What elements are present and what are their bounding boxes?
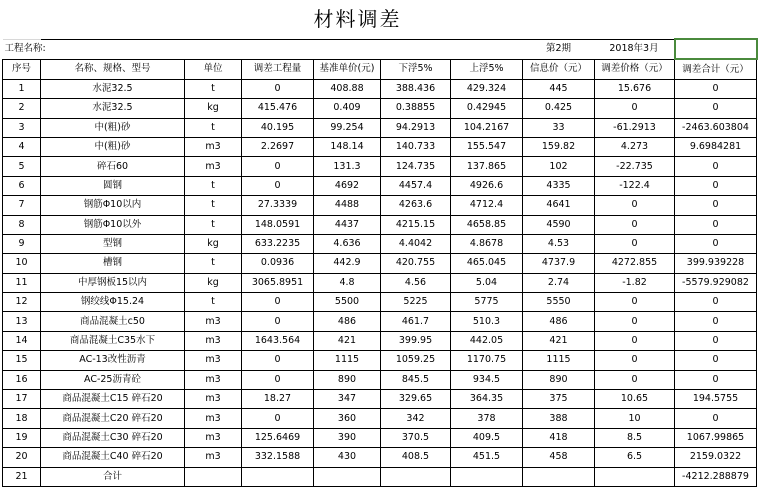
material-name-cell[interactable]: 碎石60 [41, 157, 185, 176]
adjust-price-cell[interactable]: 4.273 [595, 137, 675, 156]
header-up-5[interactable]: 上浮5% [451, 59, 523, 79]
cell[interactable] [675, 0, 757, 39]
material-name-cell[interactable]: 商品混凝土c50 [41, 312, 185, 331]
quantity-cell[interactable]: 0 [242, 351, 314, 370]
header-info-price[interactable]: 信息价（元） [523, 59, 595, 79]
info-price-cell[interactable]: 0.425 [523, 99, 595, 118]
table-row [3, 196, 757, 215]
up-5-cell[interactable]: 409.5 [451, 428, 523, 447]
unit-cell[interactable]: m3 [185, 157, 242, 176]
material-name-cell[interactable]: 水泥32.5 [41, 79, 185, 98]
table-row [3, 312, 757, 331]
up-5-cell[interactable]: 429.324 [451, 79, 523, 98]
down-5-cell[interactable]: 4.56 [381, 273, 451, 292]
row-index-cell[interactable]: 6 [3, 176, 41, 195]
down-5-cell[interactable]: 408.5 [381, 448, 451, 467]
down-5-cell[interactable]: 4263.6 [381, 196, 451, 215]
quantity-cell[interactable]: 40.195 [242, 118, 314, 137]
material-name-cell[interactable]: 商品混凝土C40 碎石20 [41, 448, 185, 467]
adjust-total-cell[interactable]: 0 [675, 293, 757, 312]
up-5-cell[interactable]: 451.5 [451, 448, 523, 467]
table-row [3, 331, 757, 350]
adjust-price-cell[interactable]: 0 [595, 370, 675, 389]
quantity-cell[interactable]: 18.27 [242, 390, 314, 409]
sheet-title[interactable]: 材料调差 [41, 0, 675, 39]
info-price-cell[interactable]: 388 [523, 409, 595, 428]
cell[interactable] [3, 0, 41, 39]
base-price-cell[interactable]: 99.254 [314, 118, 381, 137]
base-price-cell[interactable]: 148.14 [314, 137, 381, 156]
up-5-cell[interactable]: 4658.85 [451, 215, 523, 234]
cell[interactable] [381, 467, 451, 486]
quantity-cell[interactable]: 1643.564 [242, 331, 314, 350]
material-name-cell[interactable]: 商品混凝土C30 碎石20 [41, 428, 185, 447]
up-5-cell[interactable]: 155.547 [451, 137, 523, 156]
info-price-cell[interactable]: 375 [523, 390, 595, 409]
adjust-price-cell[interactable]: 0 [595, 293, 675, 312]
adjust-price-cell[interactable]: 4272.855 [595, 254, 675, 273]
row-index-cell[interactable]: 8 [3, 215, 41, 234]
adjust-price-cell[interactable]: 10.65 [595, 390, 675, 409]
up-5-cell[interactable]: 0.42945 [451, 99, 523, 118]
material-name-cell[interactable]: 槽钢 [41, 254, 185, 273]
up-5-cell[interactable]: 510.3 [451, 312, 523, 331]
unit-cell[interactable]: kg [185, 273, 242, 292]
unit-cell[interactable]: t [185, 196, 242, 215]
base-price-cell[interactable]: 4.8 [314, 273, 381, 292]
adjust-total-cell[interactable]: 0 [675, 215, 757, 234]
unit-cell[interactable]: t [185, 293, 242, 312]
table-row [3, 409, 757, 428]
cell[interactable] [314, 467, 381, 486]
info-price-cell[interactable]: 159.82 [523, 137, 595, 156]
table-row [3, 448, 757, 467]
info-price-cell[interactable]: 4641 [523, 196, 595, 215]
quantity-cell[interactable]: 3065.8951 [242, 273, 314, 292]
table-row [3, 137, 757, 156]
unit-cell[interactable]: m3 [185, 312, 242, 331]
cell[interactable] [185, 39, 242, 59]
row-index-cell[interactable]: 18 [3, 409, 41, 428]
adjust-price-cell[interactable]: 0 [595, 99, 675, 118]
adjust-total-cell[interactable]: 2159.0322 [675, 448, 757, 467]
table-row [3, 370, 757, 389]
up-5-cell[interactable]: 104.2167 [451, 118, 523, 137]
row-index-cell[interactable]: 11 [3, 273, 41, 292]
row-index-cell[interactable]: 3 [3, 118, 41, 137]
table-row [3, 273, 757, 292]
adjust-total-cell[interactable]: 0 [675, 99, 757, 118]
table-row [3, 254, 757, 273]
total-row [3, 467, 757, 486]
unit-cell[interactable]: m3 [185, 137, 242, 156]
down-5-cell[interactable]: 4215.15 [381, 215, 451, 234]
base-price-cell[interactable]: 4437 [314, 215, 381, 234]
cell[interactable] [451, 39, 523, 59]
info-price-cell[interactable]: 486 [523, 312, 595, 331]
unit-cell[interactable]: kg [185, 99, 242, 118]
quantity-cell[interactable]: 0.0936 [242, 254, 314, 273]
total-label-cell[interactable]: 合计 [41, 467, 185, 486]
adjust-total-cell[interactable]: 0 [675, 79, 757, 98]
adjust-total-cell[interactable]: 0 [675, 196, 757, 215]
base-price-cell[interactable]: 4.636 [314, 234, 381, 253]
material-name-cell[interactable]: 钢筋Φ10以外 [41, 215, 185, 234]
quantity-cell[interactable]: 0 [242, 157, 314, 176]
date-cell[interactable]: 2018年3月 [595, 39, 675, 59]
adjust-price-cell[interactable]: 6.5 [595, 448, 675, 467]
adjust-total-cell[interactable]: 0 [675, 351, 757, 370]
base-price-cell[interactable]: 408.88 [314, 79, 381, 98]
info-price-cell[interactable]: 418 [523, 428, 595, 447]
quantity-cell[interactable]: 0 [242, 409, 314, 428]
adjust-total-cell[interactable]: 0 [675, 176, 757, 195]
info-price-cell[interactable]: 4590 [523, 215, 595, 234]
row-index-cell[interactable]: 19 [3, 428, 41, 447]
up-5-cell[interactable]: 5.04 [451, 273, 523, 292]
base-price-cell[interactable]: 360 [314, 409, 381, 428]
quantity-cell[interactable]: 332.1588 [242, 448, 314, 467]
material-name-cell[interactable]: 商品混凝土C15 碎石20 [41, 390, 185, 409]
down-5-cell[interactable]: 4.4042 [381, 234, 451, 253]
cell[interactable] [381, 39, 451, 59]
quantity-cell[interactable]: 0 [242, 79, 314, 98]
adjust-price-cell[interactable]: -122.4 [595, 176, 675, 195]
adjust-price-cell[interactable]: 0 [595, 331, 675, 350]
row-index-cell[interactable]: 16 [3, 370, 41, 389]
total-index-cell[interactable]: 21 [3, 467, 41, 486]
info-price-cell[interactable]: 445 [523, 79, 595, 98]
down-5-cell[interactable]: 94.2913 [381, 118, 451, 137]
adjust-price-cell[interactable]: -1.82 [595, 273, 675, 292]
material-name-cell[interactable]: 钢绞线Φ15.24 [41, 293, 185, 312]
adjust-price-cell[interactable]: 0 [595, 196, 675, 215]
unit-cell[interactable]: m3 [185, 390, 242, 409]
material-name-cell[interactable]: 中(粗)砂 [41, 118, 185, 137]
adjust-total-cell[interactable]: 194.5755 [675, 390, 757, 409]
unit-cell[interactable]: m3 [185, 370, 242, 389]
info-price-cell[interactable]: 458 [523, 448, 595, 467]
cell[interactable] [595, 467, 675, 486]
material-name-cell[interactable]: 圆钢 [41, 176, 185, 195]
quantity-cell[interactable]: 27.3339 [242, 196, 314, 215]
quantity-cell[interactable]: 148.0591 [242, 215, 314, 234]
material-name-cell[interactable]: 型钢 [41, 234, 185, 253]
material-name-cell[interactable]: 商品混凝土C35水下 [41, 331, 185, 350]
cell[interactable] [185, 467, 242, 486]
row-index-cell[interactable]: 2 [3, 99, 41, 118]
material-name-cell[interactable]: 商品混凝土C20 碎石20 [41, 409, 185, 428]
row-index-cell[interactable]: 9 [3, 234, 41, 253]
down-5-cell[interactable]: 388.436 [381, 79, 451, 98]
down-5-cell[interactable]: 461.7 [381, 312, 451, 331]
quantity-cell[interactable]: 415.476 [242, 99, 314, 118]
table-row [3, 118, 757, 137]
adjust-total-cell[interactable]: 0 [675, 312, 757, 331]
base-price-cell[interactable]: 5500 [314, 293, 381, 312]
row-index-cell[interactable]: 7 [3, 196, 41, 215]
cell[interactable] [242, 467, 314, 486]
base-price-cell[interactable]: 390 [314, 428, 381, 447]
row-index-cell[interactable]: 17 [3, 390, 41, 409]
cell[interactable] [523, 467, 595, 486]
info-price-cell[interactable]: 421 [523, 331, 595, 350]
down-5-cell[interactable]: 0.38855 [381, 99, 451, 118]
quantity-cell[interactable]: 0 [242, 370, 314, 389]
row-index-cell[interactable]: 14 [3, 331, 41, 350]
table-row [3, 390, 757, 409]
info-price-cell[interactable]: 1115 [523, 351, 595, 370]
base-price-cell[interactable]: 0.409 [314, 99, 381, 118]
table-row [3, 176, 757, 195]
base-price-cell[interactable]: 430 [314, 448, 381, 467]
unit-cell[interactable]: t [185, 215, 242, 234]
material-name-cell[interactable]: 中厚钢板15以内 [41, 273, 185, 292]
header-unit[interactable]: 单位 [185, 59, 242, 79]
table-row [3, 157, 757, 176]
base-price-cell[interactable]: 131.3 [314, 157, 381, 176]
header-row [3, 59, 757, 79]
info-price-cell[interactable]: 33 [523, 118, 595, 137]
material-name-cell[interactable]: 中(粗)砂 [41, 137, 185, 156]
info-price-cell[interactable]: 4335 [523, 176, 595, 195]
total-value-cell[interactable]: -4212.288879 [675, 467, 757, 486]
row-index-cell[interactable]: 20 [3, 448, 41, 467]
row-index-cell[interactable]: 12 [3, 293, 41, 312]
unit-cell[interactable]: m3 [185, 409, 242, 428]
base-price-cell[interactable]: 890 [314, 370, 381, 389]
row-index-cell[interactable]: 1 [3, 79, 41, 98]
base-price-cell[interactable]: 4692 [314, 176, 381, 195]
table-row [3, 234, 757, 253]
adjust-price-cell[interactable]: 0 [595, 215, 675, 234]
up-5-cell[interactable]: 465.045 [451, 254, 523, 273]
adjust-price-cell[interactable]: 8.5 [595, 428, 675, 447]
adjust-price-cell[interactable]: 10 [595, 409, 675, 428]
base-price-cell[interactable]: 442.9 [314, 254, 381, 273]
up-5-cell[interactable]: 1170.75 [451, 351, 523, 370]
table-row [3, 215, 757, 234]
adjust-total-cell[interactable]: 9.6984281 [675, 137, 757, 156]
adjust-price-cell[interactable]: 0 [595, 312, 675, 331]
down-5-cell[interactable]: 140.733 [381, 137, 451, 156]
unit-cell[interactable]: t [185, 176, 242, 195]
unit-cell[interactable]: m3 [185, 428, 242, 447]
adjust-price-cell[interactable]: 0 [595, 234, 675, 253]
table-row [3, 79, 757, 98]
down-5-cell[interactable]: 845.5 [381, 370, 451, 389]
table-row [3, 293, 757, 312]
base-price-cell[interactable]: 347 [314, 390, 381, 409]
header-adjust-total[interactable]: 调差合计（元） [675, 59, 757, 79]
unit-cell[interactable]: t [185, 118, 242, 137]
down-5-cell[interactable]: 1059.25 [381, 351, 451, 370]
base-price-cell[interactable]: 421 [314, 331, 381, 350]
adjust-total-cell[interactable]: 0 [675, 157, 757, 176]
unit-cell[interactable]: t [185, 254, 242, 273]
up-5-cell[interactable]: 137.865 [451, 157, 523, 176]
period-cell[interactable]: 第2期 [523, 39, 595, 59]
cell[interactable] [242, 39, 314, 59]
quantity-cell[interactable]: 125.6469 [242, 428, 314, 447]
adjust-total-cell[interactable]: -2463.603804 [675, 118, 757, 137]
table-row [3, 99, 757, 118]
up-5-cell[interactable]: 4712.4 [451, 196, 523, 215]
adjust-price-cell[interactable]: -22.735 [595, 157, 675, 176]
quantity-cell[interactable]: 633.2235 [242, 234, 314, 253]
unit-cell[interactable]: m3 [185, 351, 242, 370]
up-5-cell[interactable]: 378 [451, 409, 523, 428]
down-5-cell[interactable]: 399.95 [381, 331, 451, 350]
material-name-cell[interactable]: 钢筋Φ10以内 [41, 196, 185, 215]
adjust-total-cell[interactable]: 0 [675, 331, 757, 350]
table-row [3, 351, 757, 370]
unit-cell[interactable]: t [185, 79, 242, 98]
up-5-cell[interactable]: 934.5 [451, 370, 523, 389]
header-base-price[interactable]: 基准单价(元) [314, 59, 381, 79]
info-price-cell[interactable]: 4737.9 [523, 254, 595, 273]
up-5-cell[interactable]: 364.35 [451, 390, 523, 409]
down-5-cell[interactable]: 4457.4 [381, 176, 451, 195]
title-row [3, 0, 757, 39]
row-index-cell[interactable]: 15 [3, 351, 41, 370]
info-price-cell[interactable]: 5550 [523, 293, 595, 312]
down-5-cell[interactable]: 124.735 [381, 157, 451, 176]
up-5-cell[interactable]: 442.05 [451, 331, 523, 350]
header-index[interactable]: 序号 [3, 59, 41, 79]
up-5-cell[interactable]: 4.8678 [451, 234, 523, 253]
down-5-cell[interactable]: 420.755 [381, 254, 451, 273]
header-name[interactable]: 名称、规格、型号 [41, 59, 185, 79]
quantity-cell[interactable]: 2.2697 [242, 137, 314, 156]
cell[interactable] [451, 467, 523, 486]
adjust-total-cell[interactable]: 0 [675, 234, 757, 253]
row-index-cell[interactable]: 13 [3, 312, 41, 331]
material-adjustment-table [2, 0, 758, 487]
header-adjust-price[interactable]: 调差价格（元） [595, 59, 675, 79]
down-5-cell[interactable]: 329.65 [381, 390, 451, 409]
adjust-price-cell[interactable]: 0 [595, 351, 675, 370]
header-down-5[interactable]: 下浮5% [381, 59, 451, 79]
quantity-cell[interactable]: 0 [242, 312, 314, 331]
info-price-cell[interactable]: 102 [523, 157, 595, 176]
down-5-cell[interactable]: 370.5 [381, 428, 451, 447]
info-price-cell[interactable]: 4.53 [523, 234, 595, 253]
material-name-cell[interactable]: AC-25沥青砼 [41, 370, 185, 389]
unit-cell[interactable]: m3 [185, 331, 242, 350]
adjust-total-cell[interactable]: 1067.99865 [675, 428, 757, 447]
info-price-cell[interactable]: 2.74 [523, 273, 595, 292]
adjust-price-cell[interactable]: 15.676 [595, 79, 675, 98]
base-price-cell[interactable]: 4488 [314, 196, 381, 215]
down-5-cell[interactable]: 5225 [381, 293, 451, 312]
cell[interactable] [314, 39, 381, 59]
quantity-cell[interactable]: 0 [242, 176, 314, 195]
row-index-cell[interactable]: 10 [3, 254, 41, 273]
base-price-cell[interactable]: 486 [314, 312, 381, 331]
info-price-cell[interactable]: 890 [523, 370, 595, 389]
unit-cell[interactable]: m3 [185, 448, 242, 467]
adjust-price-cell[interactable]: -61.2913 [595, 118, 675, 137]
row-index-cell[interactable]: 4 [3, 137, 41, 156]
adjust-total-cell[interactable]: -5579.929082 [675, 273, 757, 292]
selected-cell[interactable] [675, 39, 757, 59]
adjust-total-cell[interactable]: 0 [675, 370, 757, 389]
down-5-cell[interactable]: 342 [381, 409, 451, 428]
table-row [3, 428, 757, 447]
adjust-total-cell[interactable]: 399.939228 [675, 254, 757, 273]
info-row [3, 39, 757, 59]
unit-cell[interactable]: kg [185, 234, 242, 253]
project-name-label[interactable]: 工程名称: [3, 39, 185, 59]
base-price-cell[interactable]: 1115 [314, 351, 381, 370]
material-name-cell[interactable]: 水泥32.5 [41, 99, 185, 118]
header-quantity[interactable]: 调差工程量 [242, 59, 314, 79]
quantity-cell[interactable]: 0 [242, 293, 314, 312]
row-index-cell[interactable]: 5 [3, 157, 41, 176]
up-5-cell[interactable]: 4926.6 [451, 176, 523, 195]
material-name-cell[interactable]: AC-13改性沥青 [41, 351, 185, 370]
adjust-total-cell[interactable]: 0 [675, 409, 757, 428]
up-5-cell[interactable]: 5775 [451, 293, 523, 312]
